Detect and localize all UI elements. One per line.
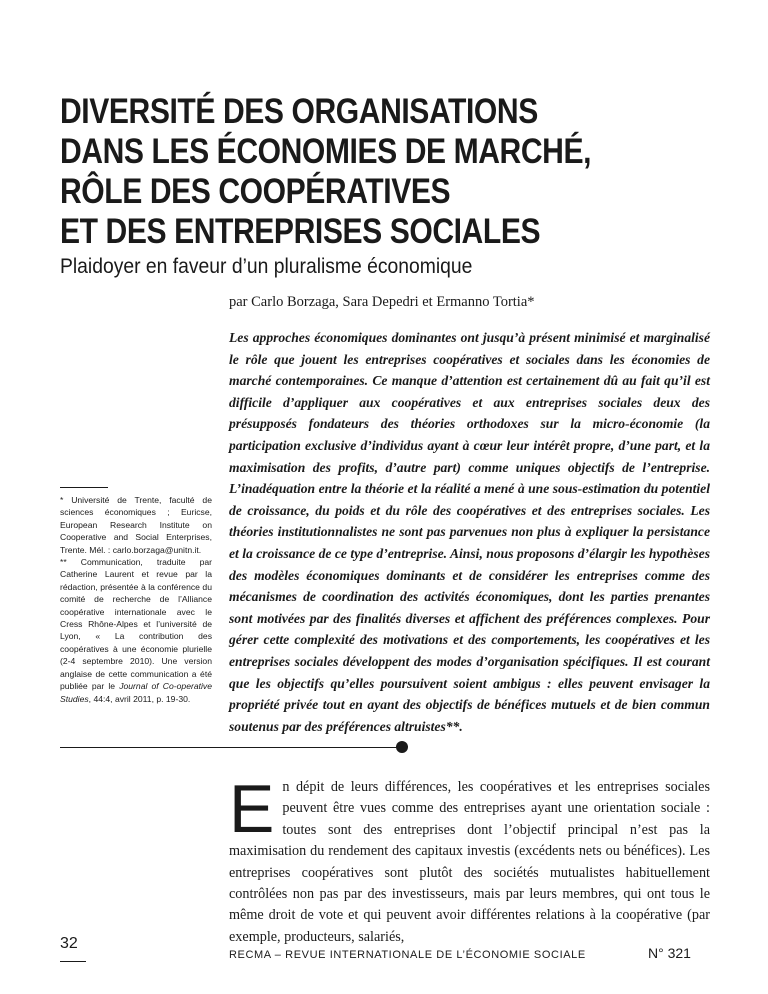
journal-name: RECMA – REVUE INTERNATIONALE DE L’ÉCONOMIE SOCIALE: [229, 949, 586, 961]
page-number: 32: [60, 935, 78, 952]
footnote-text: ** Communication, traduite par Catherine Laurent et revue par la rédaction, présentée à la conférence du comité de recherche de l’Alliance coopérative internationale avec le Cress Rhône-Alpes et l’université de Lyon, « La contribution des coopératives à une économie plurielle (2-4 septembre 2010). Une version anglaise de cette communication a été publiée par le: [60, 557, 212, 692]
article-title: [60, 92, 720, 252]
section-divider: [60, 747, 400, 748]
body-paragraph: [229, 771, 710, 948]
footnote-affiliation: * Université de Trente, faculté de sciences économiques ; Euricse, European Research Institute on Cooperative and Social Enterprises, Trente. Mél. : carlo.borzaga@unitn.it.: [60, 495, 212, 555]
page-number-rule: [60, 961, 86, 962]
title-line: DIVERSITÉ DES ORGANISATIONS: [60, 92, 538, 131]
footnotes: [60, 494, 212, 705]
title-line: DANS LES ÉCONOMIES DE MARCHÉ,: [60, 132, 592, 171]
drop-cap: E: [229, 771, 275, 847]
title-line: RÔLE DES COOPÉRATIVES: [60, 172, 451, 211]
title-line: ET DES ENTREPRISES SOCIALES: [60, 212, 541, 251]
footnote-communication: [60, 556, 212, 705]
footnote-journal-title: Journal of Co-operative Studies: [60, 681, 212, 704]
author-line: par Carlo Borzaga, Sara Depedri et Ermanno Tortia*: [229, 294, 535, 310]
issue-number: N° 321: [648, 945, 691, 961]
footnote-citation: , 44:4, avril 2011, p. 19-30.: [88, 693, 191, 704]
article-subtitle: Plaidoyer en faveur d’un pluralisme économique: [60, 255, 473, 278]
footnote-rule: [60, 487, 108, 488]
body-text: n dépit de leurs différences, les coopératives et les entreprises sociales peuvent être vues comme des entreprises ayant une orientation sociale : toutes sont des entreprises dont l’objectif principal n’est pas la maximisation du rendement des capitaux investis (excédents nets ou bénéfices). Les entreprises coopératives sont plutôt des sociétés mutualistes habituellement contrôlées non pas par des investisseurs, mais par leurs membres, qui ont tous le même droit de vote et qui peuvent avoir différentes relations à la coopérative (par exemple, producteurs, salariés,: [229, 779, 710, 945]
abstract: Les approches économiques dominantes ont jusqu’à présent minimisé et marginalisé le rôle que jouent les entreprises coopératives et sociales dans les économies de marché contemporaines. Ce manque d’attention est certainement dû au fait qu’il est difficile d’appliquer aux coopératives et aux entreprises sociales deux des présupposés fondateurs des théories orthodoxes sur la micro-économie (la participation exclusive d’individus ayant à cœur leur intérêt propre, d’une part, et la maximisation des profits, d’autre part) comme uniques objectifs de l’entreprise. L’inadéquation entre la théorie et la réalité a mené à une sous-estimation du potentiel de croissance, du poids et du rôle des coopératives et des entreprises sociales. Les théories institutionnalistes ne sont pas parvenues non plus à expliquer la persistance et la croissance de ce type d’entreprise. Ainsi, nous proposons d’élargir les hypothèses des modèles économiques dominants et de considérer les entreprises comme des mécanismes de coordination des activités économiques, dont les parties prenantes sont motivées par des finalités diverses et affichent des préférences complexes. Pour gérer cette complexité des motivations et des comportements, les coopératives et les entreprises sociales développent des modes d’organisation spécifiques. Il est courant que les objectifs qu’elles poursuivent soient ambigus : elles peuvent envisager la propriété privée tout en ayant des objectifs de bénéfices mutuels et de bien commun soutenus par des préférences altruistes**.: [229, 330, 710, 734]
divider-dot: [396, 741, 408, 753]
